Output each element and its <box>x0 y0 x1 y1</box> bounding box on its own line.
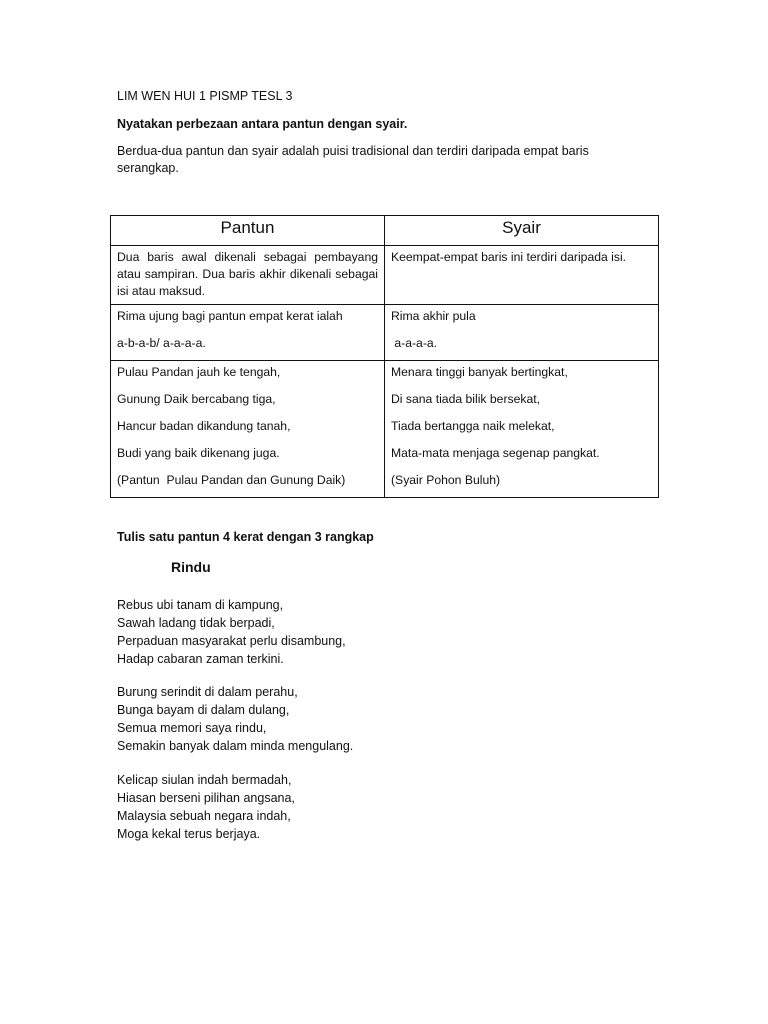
cell-text: Rima ujung bagi pantun empat kerat ialah <box>117 309 343 323</box>
cell-text: Mata-mata menjaga segenap pangkat. <box>391 446 600 460</box>
poem-line: Malaysia sebuah negara indah, <box>117 809 291 823</box>
table-cell-syair <box>385 246 659 305</box>
cell-text: Hancur badan dikandung tanah, <box>117 419 291 433</box>
table-cell-pantun <box>111 361 385 498</box>
table-row <box>111 246 659 305</box>
question-one: Nyatakan perbezaan antara pantun dengan syair. <box>117 117 408 131</box>
table-row <box>111 361 659 498</box>
table-header-row <box>111 216 659 246</box>
poem-line: Perpaduan masyarakat perlu disambung, <box>117 634 346 648</box>
poem-line: Semua memori saya rindu, <box>117 721 267 735</box>
comparison-table <box>110 215 659 498</box>
question-two: Tulis satu pantun 4 kerat dengan 3 rangkap <box>117 530 374 544</box>
poem-line: Bunga bayam di dalam dulang, <box>117 703 290 717</box>
table-cell-pantun <box>111 246 385 305</box>
cell-text: Menara tinggi banyak bertingkat, <box>391 365 568 379</box>
poem-title: Rindu <box>171 559 211 575</box>
poem-line: Hadap cabaran zaman terkini. <box>117 652 284 666</box>
intro-paragraph: Berdua-dua pantun dan syair adalah puisi tradisional dan terdiri daripada empat baris serangkap. <box>117 144 589 175</box>
cell-text: (Syair Pohon Buluh) <box>391 473 501 487</box>
cell-text: a-b-a-b/ a-a-a-a. <box>117 336 206 350</box>
poem-stanza <box>117 771 295 843</box>
author-header: LIM WEN HUI 1 PISMP TESL 3 <box>117 89 293 103</box>
poem-line: Burung serindit di dalam perahu, <box>117 685 298 699</box>
poem-line: Hiasan berseni pilihan angsana, <box>117 791 295 805</box>
cell-text: Di sana tiada bilik bersekat, <box>391 392 541 406</box>
cell-text: Tiada bertangga naik melekat, <box>391 419 555 433</box>
cell-text: Budi yang baik dikenang juga. <box>117 446 280 460</box>
poem-line: Kelicap siulan indah bermadah, <box>117 773 292 787</box>
cell-text: a-a-a-a. <box>391 336 438 350</box>
table-row <box>111 305 659 361</box>
poem-line: Rebus ubi tanam di kampung, <box>117 598 284 612</box>
table-cell-pantun <box>111 305 385 361</box>
table-cell-syair <box>385 305 659 361</box>
poem-line: Semakin banyak dalam minda mengulang. <box>117 739 354 753</box>
cell-text: Rima akhir pula <box>391 309 476 323</box>
column-header-pantun: Pantun <box>111 216 385 246</box>
cell-text: Gunung Daik bercabang tiga, <box>117 392 276 406</box>
cell-text: Keempat-empat baris ini terdiri daripada isi. <box>391 250 627 264</box>
cell-text: (Pantun Pulau Pandan dan Gunung Daik) <box>117 473 346 487</box>
cell-text: Dua baris awal dikenali sebagai pembayang atau sampiran. Dua baris akhir dikenali sebagai isi atau maksud. <box>117 250 378 298</box>
cell-text: Pulau Pandan jauh ke tengah, <box>117 365 281 379</box>
poem-line: Moga kekal terus berjaya. <box>117 827 261 841</box>
table-cell-syair <box>385 361 659 498</box>
poem-stanza <box>117 683 353 755</box>
poem-line: Sawah ladang tidak berpadi, <box>117 616 275 630</box>
poem-stanza <box>117 596 346 668</box>
column-header-syair: Syair <box>385 216 659 246</box>
